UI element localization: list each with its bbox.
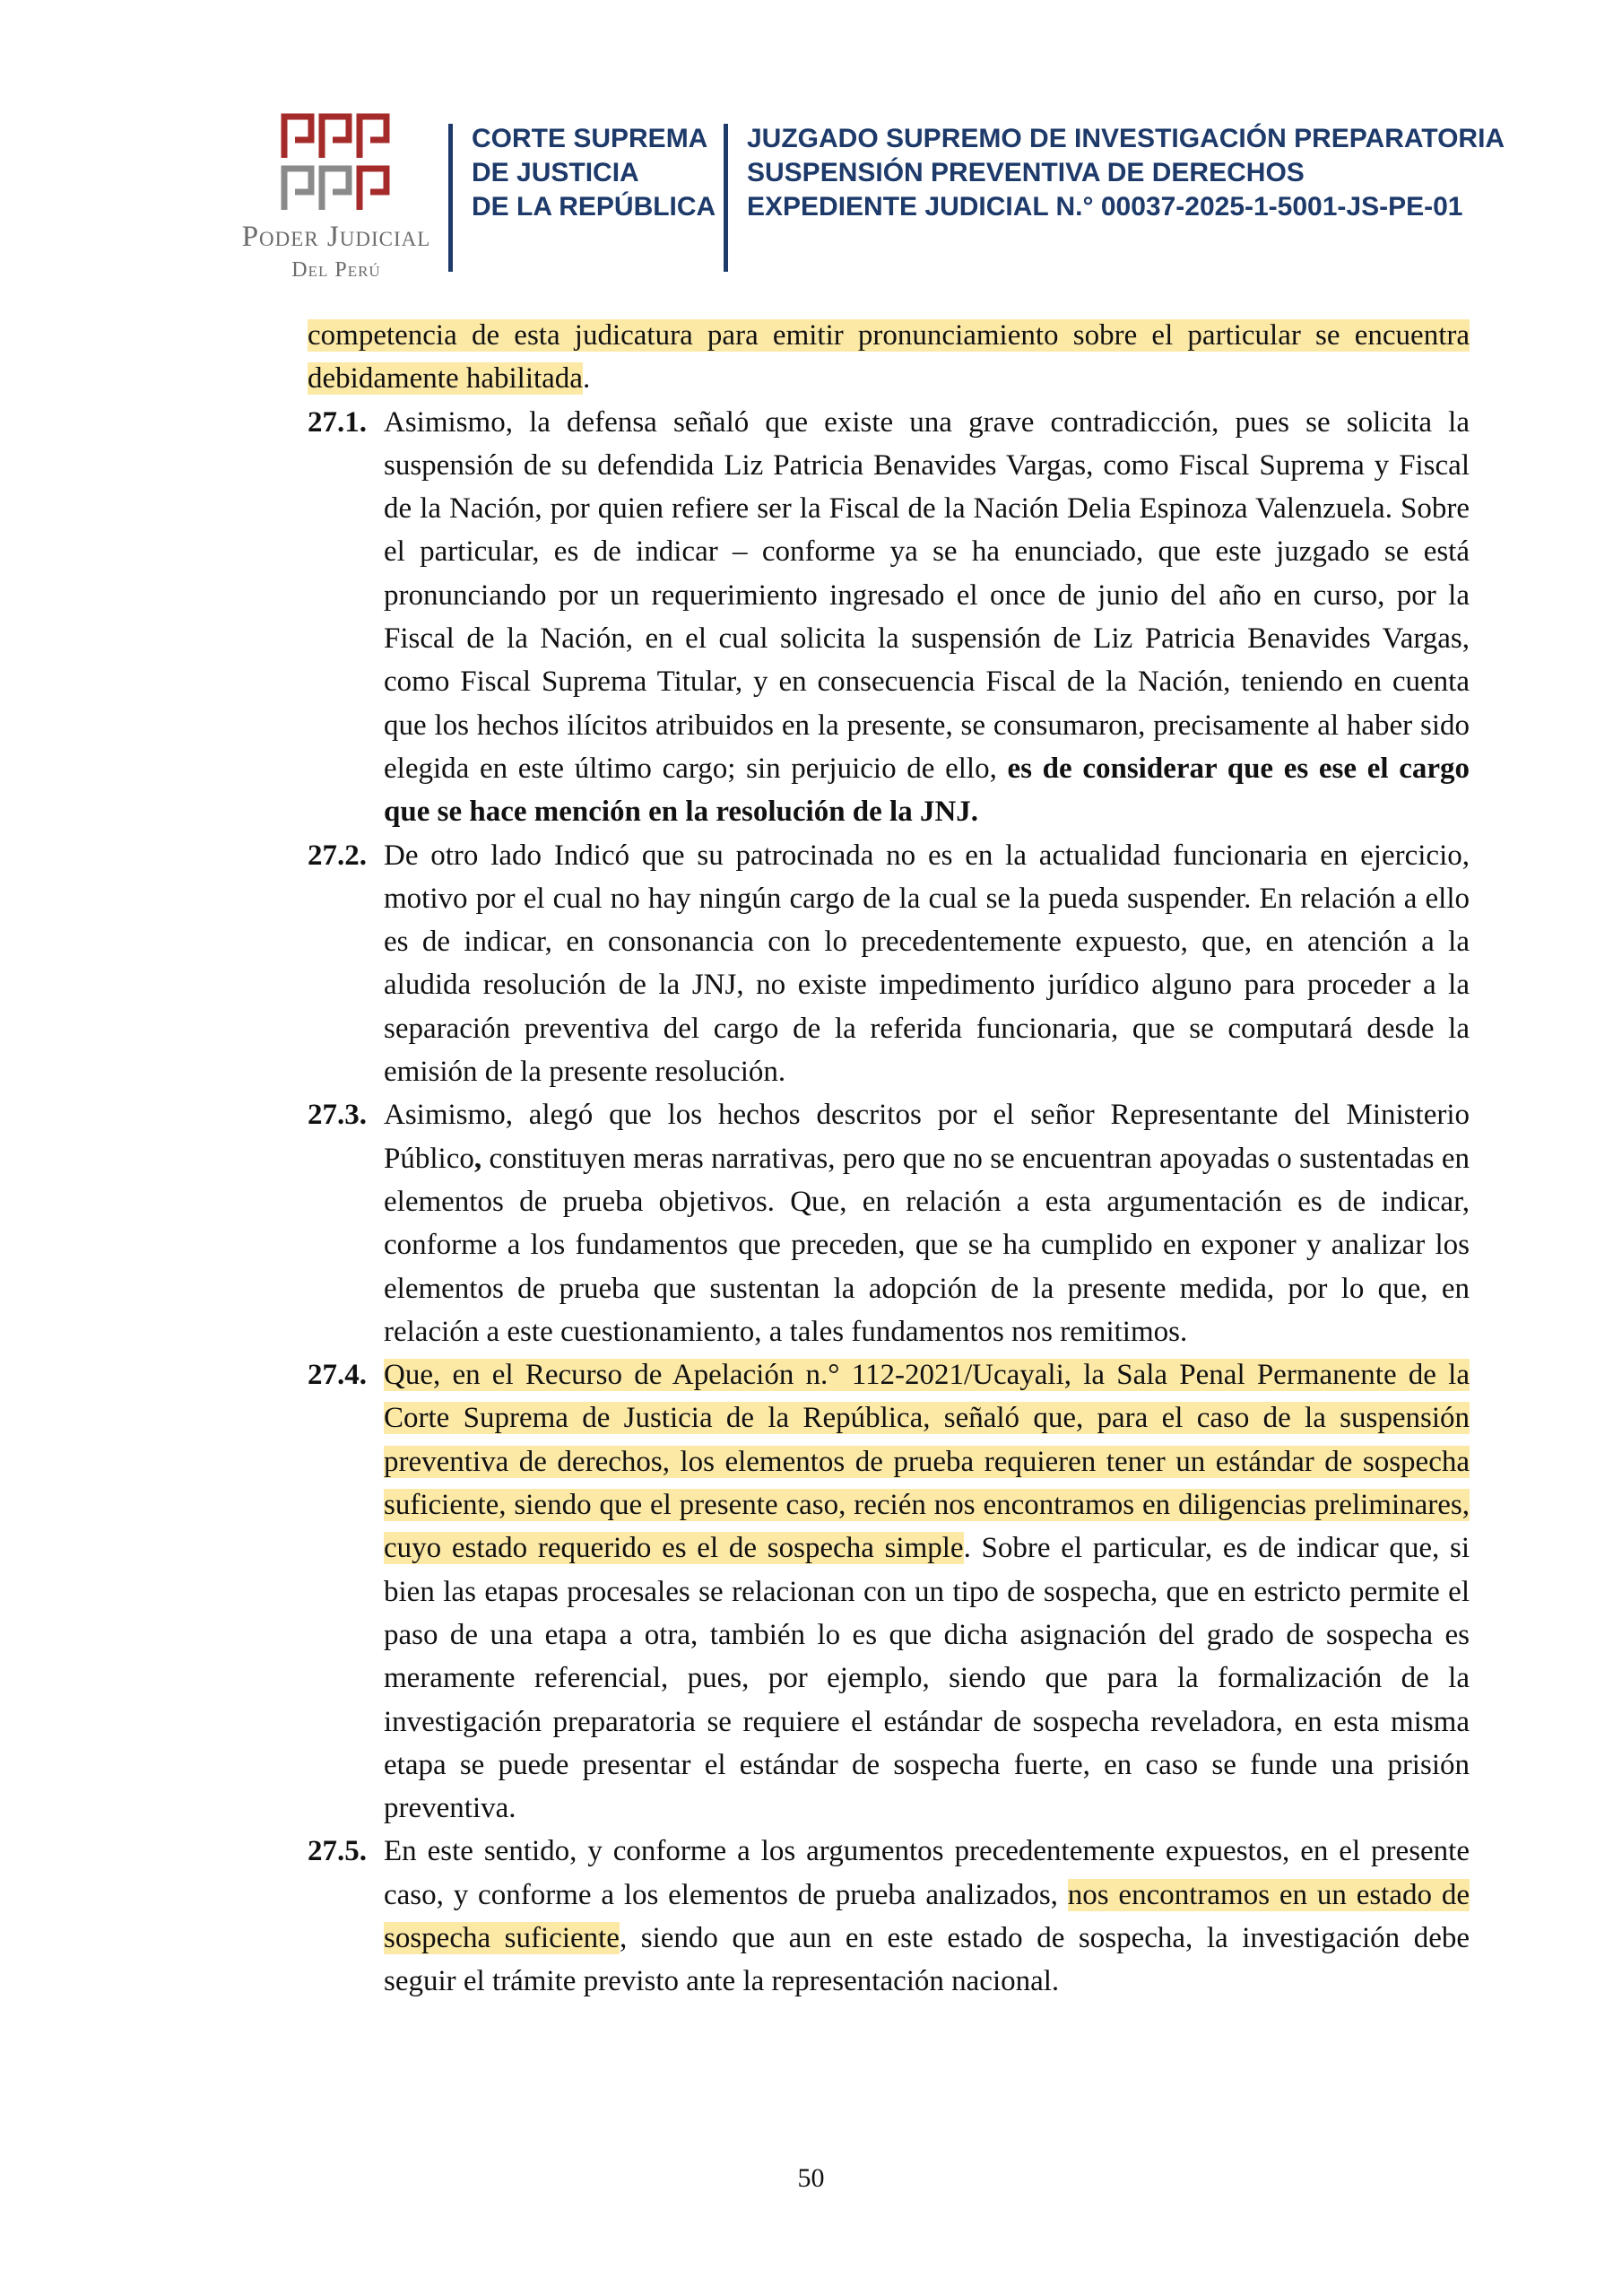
numbered-item-27-3 [308, 1093, 1470, 1353]
highlighted-text: nos encontramos en un estado de sospecha suficiente [384, 1878, 1470, 1954]
item-text: En este sentido, y conforme a los argumentos precedentemente expuestos, en el presente caso, y conforme a los elementos de prueba analizados, [384, 1835, 1470, 1911]
numbered-item-27-1 [308, 401, 1470, 834]
poder-judicial-emblem-icon [281, 113, 392, 213]
item-bold-text: es de considerar que es ese el cargo que se hace mención en la resolución de la JNJ. [384, 752, 1470, 829]
page-number: 50 [797, 2163, 825, 2193]
item-bold-text: , [473, 1142, 482, 1175]
item-text: . Sobre el particular, es de indicar que, si bien las etapas procesales se relacionan con un tipo de sospecha, que en estricto permite el paso de una etapa a otra, también lo es que dicha asignación del grado de sospecha es meramente referencial, pues, por ejemplo, siendo que para la formalización de la investigación preparatoria se requiere el estándar de sospecha reveladora, en esta misma etapa se puede presentar el estándar de sospecha fuerte, en caso se funde una prisión preventiva. [384, 1532, 1470, 1825]
numbered-item-27-5 [308, 1830, 1470, 2003]
poder-judicial-logo [229, 106, 444, 294]
case-number-line: EXPEDIENTE JUDICIAL N.° 00037-2025-1-5001-JS-PE-01 [747, 192, 1463, 222]
item-number: 27.1. [308, 405, 367, 439]
court-line: DE LA REPÚBLICA [472, 192, 716, 222]
numbered-item-27-2 [308, 834, 1470, 1094]
item-number: 27.3. [308, 1099, 367, 1132]
item-text: Asimismo, alegó que los hechos descritos por el señor Representante del Ministerio Público [384, 1099, 1470, 1175]
header-divider [448, 124, 453, 272]
item-text: Asimismo, la defensa señaló que existe una grave contradicción, pues se solicita la suspensión de su defendida Liz Patricia Benavides Vargas, como Fiscal Suprema y Fiscal de la Nación, por quien refiere ser la Fiscal de la Nación Delia Espinoza Valenzuela. Sobre el particular, es de indicar – conforme ya se ha enunciado, que este juzgado se está pronunciando por un requerimiento ingresado el once de junio del año en curso, por la Fiscal de la Nación, en el cual solicita la suspensión de Liz Patricia Benavides Vargas, como Fiscal Suprema Titular, y en consecuencia Fiscal de la Nación, teniendo en cuenta que los hechos ilícitos atribuidos en la presente, se consumaron, precisamente al haber sido elegida en este último cargo; sin perjuicio de ello, [384, 405, 1470, 785]
item-number: 27.2. [308, 839, 367, 872]
header-divider [724, 124, 728, 272]
item-text: , siendo que aun en este estado de sospecha, la investigación debe seguir el trámite previsto ante la representación nacional. [384, 1921, 1470, 1998]
numbered-item-27-4 [308, 1353, 1470, 1830]
court-name [472, 122, 716, 224]
logo-text-del-peru: Del Perú [291, 258, 381, 282]
highlighted-text: competencia de esta judicatura para emitir pronunciamiento sobre el particular se encuentra debidamente habilitada [308, 319, 1470, 396]
court-line: DE JUSTICIA [472, 158, 639, 187]
item-number: 27.5. [308, 1835, 367, 1868]
case-info [747, 122, 1505, 224]
intro-paragraph [308, 314, 1470, 401]
document-body [308, 314, 1470, 2004]
court-line: CORTE SUPREMA [472, 124, 708, 153]
highlighted-text: Que, en el Recurso de Apelación n.° 112-2021/Ucayali, la Sala Penal Permanente de la Corte Suprema de Justicia de la República, señaló que, para el caso de la suspensión preventiva de derechos, los elementos de prueba requieren tener un estándar de sospecha suficiente, siendo que el presente caso, recién nos encontramos en diligencias preliminares, cuyo estado requerido es el de sospecha simple [384, 1359, 1470, 1565]
item-text: constituyen meras narrativas, pero que no se encuentran apoyadas o sustentadas en elementos de prueba objetivos. Que, en relación a esta argumentación es de indicar, conforme a los fundamentos que preceden, que se ha cumplido en exponer y analizar los elementos de prueba que sustentan la adopción de la presente medida, por lo que, en relación a este cuestionamiento, a tales fundamentos nos remitimos. [384, 1142, 1470, 1348]
logo-text-poder-judicial: Poder Judicial [241, 221, 431, 253]
case-court-line: JUZGADO SUPREMO DE INVESTIGACIÓN PREPARATORIA [747, 124, 1505, 153]
item-text: De otro lado Indicó que su patrocinada no es en la actualidad funcionaria en ejercicio, motivo por el cual no hay ningún cargo de la cual se la pueda suspender. En relación a ello es de indicar, en consonancia con lo precedentemente expuesto, que, en atención a la aludida resolución de la JNJ, no existe impedimento jurídico alguno para proceder a la separación preventiva del cargo de la referida funcionaria, que se computará desde la emisión de la presente resolución. [384, 839, 1470, 1089]
item-number: 27.4. [308, 1359, 367, 1392]
document-header [229, 106, 1505, 294]
paragraph-text: . [582, 362, 591, 396]
case-type-line: SUSPENSIÓN PREVENTIVA DE DERECHOS [747, 158, 1305, 187]
